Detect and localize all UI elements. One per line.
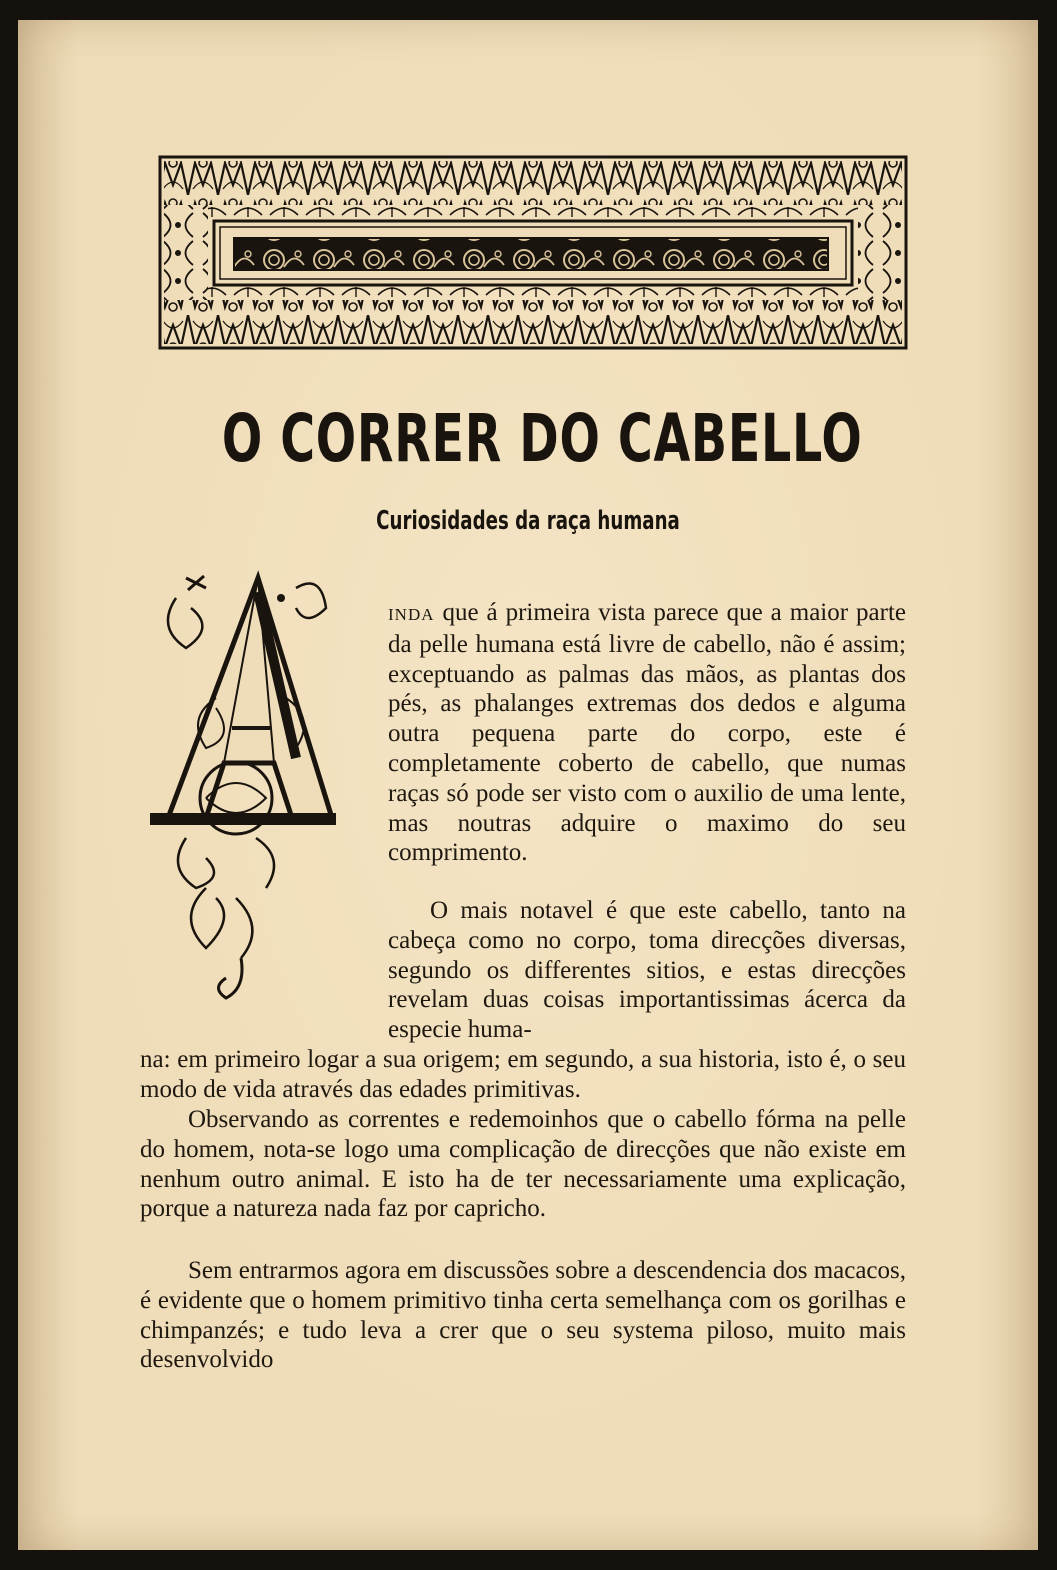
paragraph-3: Observando as correntes e redemoinhos que o cabello fórma na pelle do homem, nota-se logo uma complicação de direcções que não existe em nenhum outro animal. E isto ha de ter necessariamente uma explicação, porque a natureza nada faz por capricho. [140, 1106, 906, 1223]
paragraph-2-continued: na: em primeiro logar a sua origem; em segundo, a sua historia, isto é, o seu modo de vida através das edades primitivas. [140, 1046, 906, 1103]
paragraph-1 [388, 598, 906, 868]
paragraph-1-text: que á primeira vista parece que a maior parte da pelle humana está livre de cabello, não é assim; exceptuando as palmas das mãos, as plantas dos pés, as phalanges extremas dos dedos e alguma outra pequena parte do corpo, este é completamente coberto de cabello, que numas raças só pode ser visto com o auxilio de uma lente, mas noutras adquire o maximo do seu comprimento. [388, 599, 906, 867]
article-subtitle: Curiosidades da raça humana [376, 506, 680, 536]
drop-cap-word-remainder: INDA [388, 605, 435, 624]
decorated-initial-a [146, 568, 336, 1008]
article-title: O CORRER DO CABELLO [221, 400, 863, 477]
book-page [18, 20, 1038, 1550]
paragraph-2: O mais notavel é que este cabello, tanto na cabeça como no corpo, toma direcções diversas, segundo os differentes sitios, e estas direcções revelam duas coisas importantissimas ácerca da especie huma- [388, 897, 906, 1044]
ornamental-header-border [158, 155, 908, 350]
paragraph-4: Sem entrarmos agora em discussões sobre a descendencia dos macacos, é evidente que o homem primitivo tinha certa semelhança com os gorilhas e chimpanzés; e tudo leva a crer que o seu systema piloso, muito mais desenvolvido [140, 1257, 906, 1374]
